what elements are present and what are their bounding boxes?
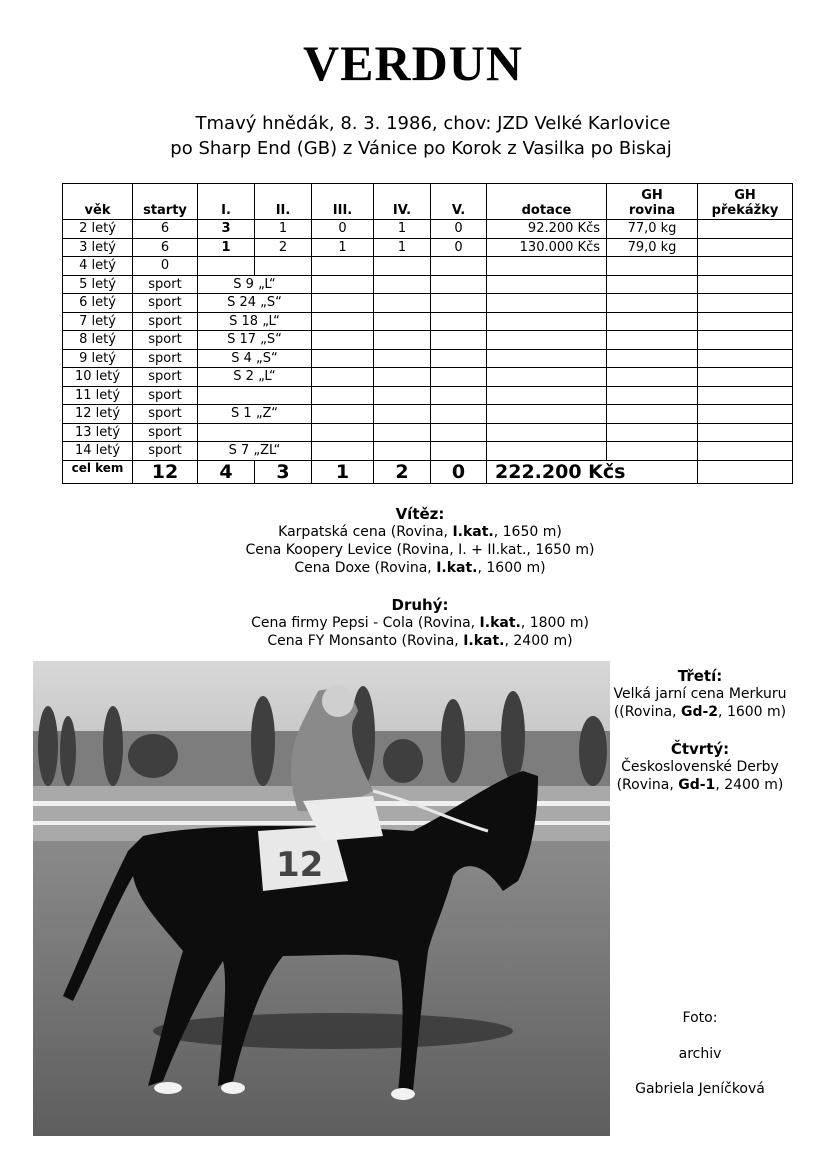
cell-third: 0 xyxy=(312,220,374,239)
header-fourth: IV. xyxy=(374,184,431,220)
table-total-row xyxy=(63,460,793,483)
header-third: III. xyxy=(312,184,374,220)
fourth-race-1: Československé Derby xyxy=(621,759,779,775)
winner-section xyxy=(0,505,826,577)
cell-age: 5 letý xyxy=(63,275,133,294)
fourth-section xyxy=(610,740,790,794)
horse-description: Tmavý hnědák, 8. 3. 1986, chov: JZD Velké Karlovice xyxy=(195,113,671,134)
horse-pedigree: po Sharp End (GB) z Vánice po Korok z Vasilka po Biskaj xyxy=(170,138,672,159)
horse-photo xyxy=(33,661,610,1136)
table-row xyxy=(63,368,793,387)
total-third: 1 xyxy=(312,460,374,483)
cell-sport-note: S 4 „S“ xyxy=(198,349,312,368)
cell-starts: 0 xyxy=(133,257,198,276)
cell-sport-note xyxy=(198,423,312,442)
table-row xyxy=(63,349,793,368)
cell-sport-note: S 24 „S“ xyxy=(198,294,312,313)
second-race-2: Cena FY Monsanto (Rovina, I.kat., 2400 m) xyxy=(267,633,573,649)
cell-age: 3 letý xyxy=(63,238,133,257)
cell-sport-note: S 18 „L“ xyxy=(198,312,312,331)
cell-sport-note: S 2 „L“ xyxy=(198,368,312,387)
cell-starts: sport xyxy=(133,331,198,350)
cell-starts: 6 xyxy=(133,238,198,257)
cell-gh-obstacles xyxy=(698,238,793,257)
cell-second: 1 xyxy=(255,220,312,239)
horse-name-title: VERDUN xyxy=(303,35,523,91)
winner-race-1: Karpatská cena (Rovina, I.kat., 1650 m) xyxy=(278,524,562,540)
cell-second: 2 xyxy=(255,238,312,257)
cell-sport-note: S 1 „Z“ xyxy=(198,405,312,424)
cell-fourth: 1 xyxy=(374,220,431,239)
cell-starts: sport xyxy=(133,405,198,424)
cell-age: 7 letý xyxy=(63,312,133,331)
photo-credit-label: Foto: xyxy=(682,1010,718,1026)
gh-obst-top: GH xyxy=(734,188,756,203)
total-prize: 222.200 Kčs xyxy=(487,460,698,483)
cell-prize: 92.200 Kčs xyxy=(487,220,607,239)
cell-third: 1 xyxy=(312,238,374,257)
cell-starts: sport xyxy=(133,349,198,368)
header-gh-obstacles xyxy=(698,184,793,220)
winner-race-2: Cena Koopery Levice (Rovina, I. + II.kat., 1650 m) xyxy=(245,542,595,558)
cell-sport-note: S 17 „S“ xyxy=(198,331,312,350)
cell-starts: sport xyxy=(133,386,198,405)
winner-heading: Vítěz: xyxy=(395,505,445,523)
cell-age: 4 letý xyxy=(63,257,133,276)
header-first: I. xyxy=(198,184,255,220)
gh-flat-top: GH xyxy=(641,188,663,203)
cell-age: 14 letý xyxy=(63,442,133,461)
total-fifth: 0 xyxy=(431,460,487,483)
cell-starts: sport xyxy=(133,368,198,387)
table-row xyxy=(63,331,793,350)
total-label: cel kem xyxy=(63,460,133,483)
third-heading: Třetí: xyxy=(677,667,723,685)
table-row xyxy=(63,386,793,405)
cell-starts: sport xyxy=(133,442,198,461)
second-race-1: Cena firmy Pepsi - Cola (Rovina, I.kat., 1800 m) xyxy=(251,615,589,631)
winner-race-3: Cena Doxe (Rovina, I.kat., 1600 m) xyxy=(294,560,546,576)
photo-credit-source: archiv xyxy=(678,1046,722,1062)
cell-sport-note: S 9 „L“ xyxy=(198,275,312,294)
cell-starts: sport xyxy=(133,275,198,294)
cell-starts: sport xyxy=(133,312,198,331)
table-row xyxy=(63,238,793,257)
fourth-heading: Čtvrtý: xyxy=(670,740,730,758)
header-second: II. xyxy=(255,184,312,220)
total-first: 4 xyxy=(198,460,255,483)
cell-starts: 6 xyxy=(133,220,198,239)
total-fourth: 2 xyxy=(374,460,431,483)
table-row xyxy=(63,423,793,442)
second-heading: Druhý: xyxy=(391,596,449,614)
table-row xyxy=(63,405,793,424)
cell-age: 12 letý xyxy=(63,405,133,424)
cell-age: 9 letý xyxy=(63,349,133,368)
cell-prize: 130.000 Kčs xyxy=(487,238,607,257)
table-row xyxy=(63,312,793,331)
third-race-1: Velká jarní cena Merkuru xyxy=(613,686,787,702)
cell-fourth: 1 xyxy=(374,238,431,257)
gh-flat-bottom: rovina xyxy=(628,203,676,218)
table-row xyxy=(63,442,793,461)
table-row xyxy=(63,294,793,313)
second-section xyxy=(0,596,826,650)
cell-first: 3 xyxy=(198,220,255,239)
cell-age: 11 letý xyxy=(63,386,133,405)
cell-age: 2 letý xyxy=(63,220,133,239)
cell-first: 1 xyxy=(198,238,255,257)
total-starts: 12 xyxy=(133,460,198,483)
cell-starts: sport xyxy=(133,423,198,442)
cell-age: 13 letý xyxy=(63,423,133,442)
table-row xyxy=(63,220,793,239)
cell-gh-flat: 77,0 kg xyxy=(607,220,698,239)
header-gh-flat xyxy=(607,184,698,220)
header-age: věk xyxy=(63,184,133,220)
table-row xyxy=(63,275,793,294)
header-fifth: V. xyxy=(431,184,487,220)
cell-gh-flat: 79,0 kg xyxy=(607,238,698,257)
cell-fifth: 0 xyxy=(431,220,487,239)
race-record-table xyxy=(62,183,793,484)
header-starts: starty xyxy=(133,184,198,220)
cell-starts: sport xyxy=(133,294,198,313)
cell-age: 8 letý xyxy=(63,331,133,350)
total-second: 3 xyxy=(255,460,312,483)
photo-credit-author: Gabriela Jeníčková xyxy=(635,1081,765,1097)
gh-obst-bottom: překážky xyxy=(711,203,779,218)
cell-sport-note xyxy=(198,386,312,405)
third-section xyxy=(610,667,790,721)
cell-sport-note: S 7 „ZL“ xyxy=(198,442,312,461)
cell-gh-obstacles xyxy=(698,220,793,239)
third-race-1-details: ((Rovina, Gd-2, 1600 m) xyxy=(613,704,787,720)
cell-age: 10 letý xyxy=(63,368,133,387)
table-row xyxy=(63,257,793,276)
cell-fifth: 0 xyxy=(431,238,487,257)
saddle-number: 12 xyxy=(276,845,324,885)
fourth-race-1-details: (Rovina, Gd-1, 2400 m) xyxy=(616,777,784,793)
table-header-row xyxy=(63,184,793,220)
cell-age: 6 letý xyxy=(63,294,133,313)
horse-photo-image xyxy=(33,661,610,1136)
header-prize: dotace xyxy=(487,184,607,220)
